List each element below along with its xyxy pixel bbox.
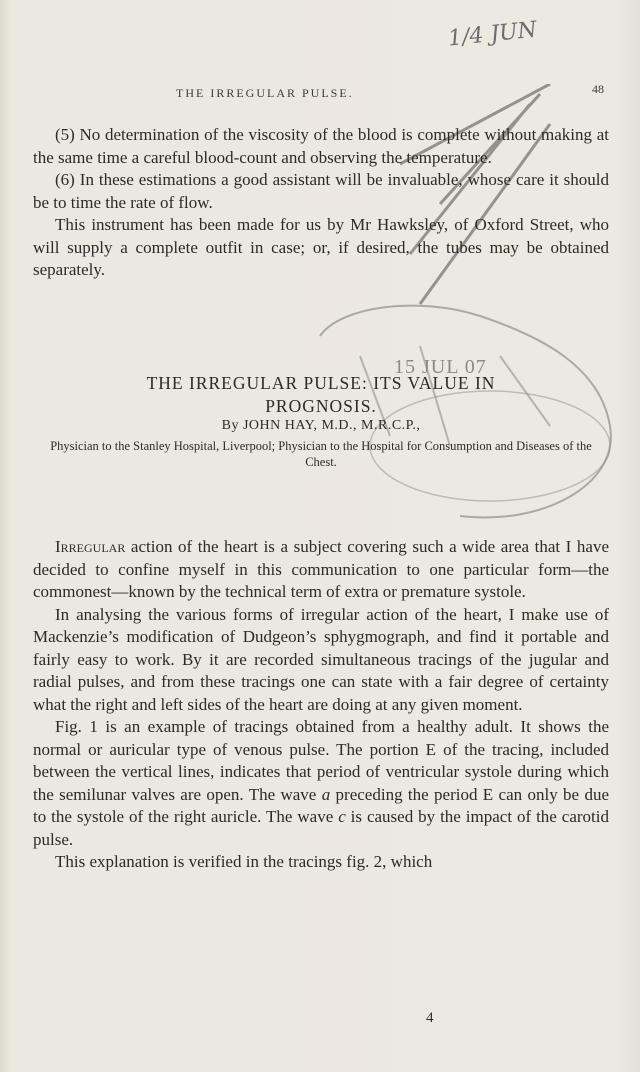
lead-word: Irregular [55, 537, 126, 556]
article-body [33, 536, 609, 874]
wave-c-label: c [338, 807, 346, 826]
wave-a-label: a [321, 784, 331, 804]
body-paragraph-1 [33, 536, 609, 604]
intro-paragraph-6: (6) In these estimations a good assistant will be invaluable, whose care it should be to time the rate of flow. [33, 170, 609, 212]
running-head: THE IRREGULAR PULSE. [176, 86, 354, 100]
body-paragraph-3-part-a: Fig. 1 is an example of tracings obtained from a healthy adult. It shows the normal or auricular type of venous pulse. The portion E of the tracing, included between the vertical lines, indicates that period of ventricular systole during which the semilunar valves are open. The wave [33, 717, 609, 804]
intro-text [33, 124, 609, 282]
page-mark: 48 [592, 82, 604, 96]
article-title-line-2: PROGNOSIS. [265, 396, 377, 416]
body-paragraph-3 [33, 716, 609, 851]
body-paragraph-4: This explanation is verified in the tracings fig. 2, which [55, 852, 433, 871]
author-affiliation: Physician to the Stanley Hospital, Liverpool; Physician to the Hospital for Consumption and Diseases of the Chest. [50, 439, 592, 469]
stamp-date: 15 JUL 07 [394, 356, 487, 378]
intro-paragraph-5: (5) No determination of the viscosity of the blood is complete without making at the same time a careful blood-count and observing the temperature. [33, 125, 609, 167]
page-number: 4 [426, 1010, 434, 1026]
article-title [33, 372, 609, 418]
article-byline: By JOHN HAY, M.D., M.R.C.P., [221, 418, 421, 433]
intro-paragraph-instrument: This instrument has been made for us by Mr Hawksley, of Oxford Street, who will supply a complete outfit in case; or, if desired, the tubes may be obtained separately. [33, 215, 609, 279]
body-paragraph-3-part-b: preceding the period E can only be due to the systole of the right auricle. The wave [33, 784, 609, 826]
body-paragraph-2: In analysing the various forms of irregular action of the heart, I make use of Mackenzie’s modification of Dudgeon’s sphygmograph, and find it portable and fairly easy to work. By it are recorded simultaneous tracings of the jugular and radial pulses, and from these tracings one can state with a fair degree of certainty what the right and left sides of the heart are doing at any given moment. [33, 604, 609, 714]
body-paragraph-1-text: action of the heart is a subject covering such a wide area that I have decided to confine myself in this communication to one particular form—the commonest—known by the technical term of extra or premature systole. [33, 537, 609, 601]
body-paragraph-3-part-c: is caused by the impact of the carotid pulse. [33, 807, 609, 849]
article-title-line-1: THE IRREGULAR PULSE: ITS VALUE IN [146, 373, 496, 393]
handwritten-note: 1/4 JUN [446, 17, 539, 52]
